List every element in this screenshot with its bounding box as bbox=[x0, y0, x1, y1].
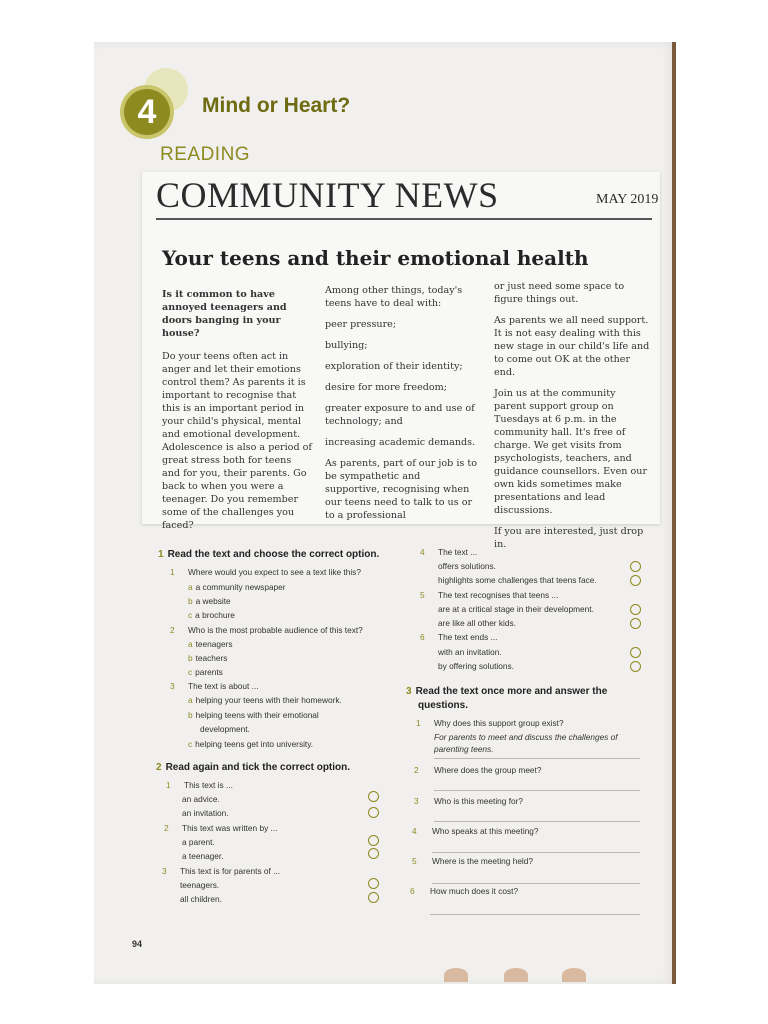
answer-line[interactable] bbox=[434, 758, 640, 759]
question-text: Who speaks at this meeting? bbox=[432, 826, 539, 836]
answer-line[interactable] bbox=[432, 852, 640, 853]
tick-circle[interactable] bbox=[630, 561, 641, 572]
question-number: 2 bbox=[414, 765, 419, 775]
exercise-3-heading-continued: questions. bbox=[418, 700, 469, 711]
question-number: 3 bbox=[414, 796, 419, 806]
answer-line[interactable] bbox=[434, 821, 640, 822]
question-text: The text recognises that teens ... bbox=[438, 590, 559, 600]
option-a[interactable]: a teenagers bbox=[188, 639, 233, 649]
article-lead: Is it common to have annoyed teenagers and doors banging in your house? bbox=[162, 289, 287, 339]
article-headline: Your teens and their emotional health bbox=[162, 246, 589, 270]
answer-line[interactable] bbox=[434, 790, 640, 791]
question-number: 5 bbox=[412, 856, 417, 866]
question-text: The text ends ... bbox=[438, 632, 498, 642]
question-number: 2 bbox=[170, 625, 175, 635]
option-b-continued: development. bbox=[200, 724, 250, 734]
tick-circle[interactable] bbox=[630, 575, 641, 586]
article-paragraph: or just need some space to figure things out. bbox=[494, 281, 625, 305]
question-number: 2 bbox=[164, 823, 169, 833]
sample-answer-continued: parenting teens. bbox=[434, 744, 494, 754]
option-c[interactable]: c helping teens get into university. bbox=[188, 739, 314, 749]
tick-circle[interactable] bbox=[630, 618, 641, 629]
question-text: How much does it cost? bbox=[430, 886, 519, 896]
article-paragraph: If you are interested, just drop in. bbox=[494, 526, 644, 550]
challenge-item: peer pressure; bbox=[325, 319, 397, 330]
article-column-1 bbox=[162, 288, 312, 540]
article-paragraph: As parents we all need support. It is not easy dealing with this new stage in our child's life and to come out OK at the other end. bbox=[494, 315, 650, 378]
challenge-item: greater exposure to and use of technology; and bbox=[325, 403, 475, 427]
question-text: This text is ... bbox=[184, 780, 233, 790]
tick-option-label: a parent. bbox=[182, 837, 215, 847]
option-b[interactable]: b a website bbox=[188, 596, 231, 606]
article-column-2 bbox=[325, 284, 477, 530]
hand-holding-page bbox=[444, 968, 624, 984]
answer-line[interactable] bbox=[430, 914, 640, 915]
tick-option-label: a teenager. bbox=[182, 851, 224, 861]
article-paragraph: Among other things, today's teens have to deal with: bbox=[325, 285, 463, 309]
question-text: This text is for parents of ... bbox=[180, 866, 281, 876]
exercise-2-heading: 2 Read again and tick the correct option. bbox=[156, 762, 351, 773]
question-number: 1 bbox=[416, 718, 421, 728]
challenge-item: exploration of their identity; bbox=[325, 361, 463, 372]
unit-title: Mind or Heart? bbox=[202, 94, 351, 117]
tick-circle[interactable] bbox=[630, 647, 641, 658]
question-text: The text ... bbox=[438, 547, 478, 557]
question-text: The text is about ... bbox=[188, 681, 259, 691]
question-text: Who is this meeting for? bbox=[434, 796, 523, 806]
challenge-item: increasing academic demands. bbox=[325, 437, 476, 448]
tick-option-label: with an invitation. bbox=[438, 647, 502, 657]
tick-option-label: an advice. bbox=[182, 794, 220, 804]
masthead-rule bbox=[156, 218, 652, 220]
newspaper-masthead: COMMUNITY NEWS bbox=[156, 175, 499, 215]
question-number: 3 bbox=[162, 866, 167, 876]
tick-option-label: by offering solutions. bbox=[438, 661, 514, 671]
tick-circle[interactable] bbox=[368, 848, 379, 859]
question-number: 3 bbox=[170, 681, 175, 691]
option-a[interactable]: a helping your teens with their homework. bbox=[188, 695, 342, 705]
question-number: 1 bbox=[170, 567, 175, 577]
option-c[interactable]: c parents bbox=[188, 667, 223, 677]
tick-option-label: are at a critical stage in their development. bbox=[438, 604, 594, 614]
tick-option-label: highlights some challenges that teens face. bbox=[438, 575, 597, 585]
option-b[interactable]: b teachers bbox=[188, 653, 228, 663]
book-cover-edge bbox=[672, 42, 676, 984]
option-a[interactable]: a a community newspaper bbox=[188, 582, 286, 592]
question-text: This text was written by ... bbox=[182, 823, 278, 833]
article-column-3 bbox=[494, 280, 650, 559]
tick-circle[interactable] bbox=[368, 807, 379, 818]
question-number: 5 bbox=[420, 590, 425, 600]
question-number: 6 bbox=[420, 632, 425, 642]
section-label: READING bbox=[160, 144, 251, 165]
exercise-3-heading: 3 Read the text once more and answer the bbox=[406, 686, 608, 697]
exercise-1-heading: 1 Read the text and choose the correct option. bbox=[158, 549, 380, 560]
question-text: Why does this support group exist? bbox=[434, 718, 564, 728]
question-text: Where does the group meet? bbox=[434, 765, 542, 775]
article-paragraph: As parents, part of our job is to be sympathetic and supportive, recognising when our teens need to talk to us or to a professional bbox=[325, 458, 478, 521]
challenge-item: bullying; bbox=[325, 340, 368, 351]
question-text: Where would you expect to see a text like this? bbox=[188, 567, 361, 577]
question-number: 4 bbox=[420, 547, 425, 557]
challenge-item: desire for more freedom; bbox=[325, 382, 448, 393]
tick-circle[interactable] bbox=[630, 604, 641, 615]
newspaper-date: MAY 2019 bbox=[596, 192, 659, 207]
question-number: 1 bbox=[166, 780, 171, 790]
unit-number-badge: 4 bbox=[124, 89, 170, 135]
tick-circle[interactable] bbox=[368, 892, 379, 903]
question-text: Who is the most probable audience of this text? bbox=[188, 625, 363, 635]
tick-circle[interactable] bbox=[368, 835, 379, 846]
question-number: 4 bbox=[412, 826, 417, 836]
article-paragraph: Do your teens often act in anger and let their emotions control them? As parents it is important to recognise that this is an important period in your child's physical, mental and emotional development. Adolescence is also a period of great stress both for teens and for you, their parents. Go back to when you were a teenager. Do you remember some of the challenges you faced? bbox=[162, 351, 312, 531]
tick-circle[interactable] bbox=[368, 878, 379, 889]
tick-option-label: offers solutions. bbox=[438, 561, 496, 571]
tick-circle[interactable] bbox=[368, 791, 379, 802]
tick-option-label: teenagers. bbox=[180, 880, 220, 890]
tick-option-label: an invitation. bbox=[182, 808, 229, 818]
tick-option-label: are like all other kids. bbox=[438, 618, 516, 628]
option-b[interactable]: b helping teens with their emotional bbox=[188, 710, 319, 720]
question-text: Where is the meeting held? bbox=[432, 856, 534, 866]
question-number: 6 bbox=[410, 886, 415, 896]
page-number: 94 bbox=[132, 939, 143, 949]
article-paragraph: Join us at the community parent support group on Tuesdays at 6 p.m. in the community hall. It's free of charge. We get visits from psychologists, teachers, and guidance counsellors. Even our own kids sometimes make presentations and lead discussions. bbox=[494, 388, 648, 516]
tick-option-label: all children. bbox=[180, 894, 222, 904]
sample-answer: For parents to meet and discuss the challenges of bbox=[434, 732, 618, 742]
tick-circle[interactable] bbox=[630, 661, 641, 672]
answer-line[interactable] bbox=[432, 883, 640, 884]
textbook-page bbox=[94, 42, 676, 984]
option-c[interactable]: c a brochure bbox=[188, 610, 235, 620]
